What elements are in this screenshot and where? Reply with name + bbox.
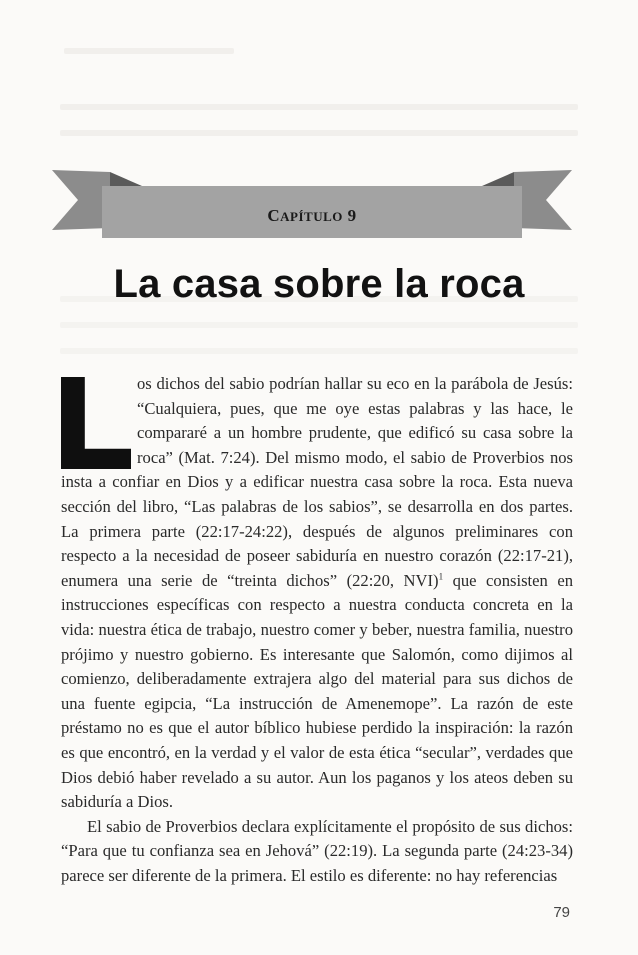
chapter-label-rest: APÍTULO [280,209,343,224]
show-through [60,104,578,110]
chapter-banner [52,150,572,250]
chapter-number: 9 [347,206,357,225]
chapter-body [61,372,573,888]
chapter-label-prefix: C [267,206,281,225]
footnote-marker: 1 [438,571,444,582]
paragraph-1 [61,372,573,815]
chapter-label [52,206,572,226]
page-number: 79 [553,904,570,921]
ribbon-graphic [52,150,572,250]
paragraph-2: El sabio de Proverbios declara explícitamente el propósito de sus dichos: “Para que tu confianza sea en Jehová” (22:19). La segunda parte (24:23-34) parece ser diferente de la primera. El estilo es diferente: no hay referencias [61,816,573,885]
paragraph-1-text-end: que consisten en instrucciones específicas con respecto a nuestra conducta concreta en la vida: nuestra ética de trabajo, nuestro comer y beber, nuestra familia, nuestro prójimo y nuestro gobierno. Es interesante que Salomón, como dijimos al comienzo, deliberadamente extrajera algo del material para sus dichos de una fuente egipcia, “La instrucción de Amenemope”. La razón de este préstamo no es que el autor bíblico hubiese perdido la inspiración: la razón es que encontró, en la verdad y el valor de esta ética “secular”, verdades que Dios debió haber revelado a su autor. Aun los paganos y los ateos deben su sabiduría a Dios. [61,570,573,812]
show-through [60,322,578,328]
paragraph-1-text-start: os dichos del sabio podrían hallar su eco en la parábola de Jesús: “Cualquiera, pues, que me oye estas palabras y las hace, le compararé a un hombre prudente, que edificó su casa sobre la roca” (Mat. 7:24). Del mismo modo, el sabio de Proverbios nos insta a confiar en Dios y a edificar nuestra casa sobre la roca. Esta nueva sección del libro, “Las palabras de los sabios”, se desarrolla en dos partes. La primera parte (22:17-24:22), después de algunos preliminares con respecto a la necesidad de poseer sabiduría en nuestro corazón (22:17-21), enumera una serie de “treinta dichos” (22:20, NVI) [61,374,573,590]
chapter-title: La casa sobre la roca [113,262,525,306]
show-through [60,130,578,136]
show-through [64,48,234,54]
show-through [60,348,578,354]
